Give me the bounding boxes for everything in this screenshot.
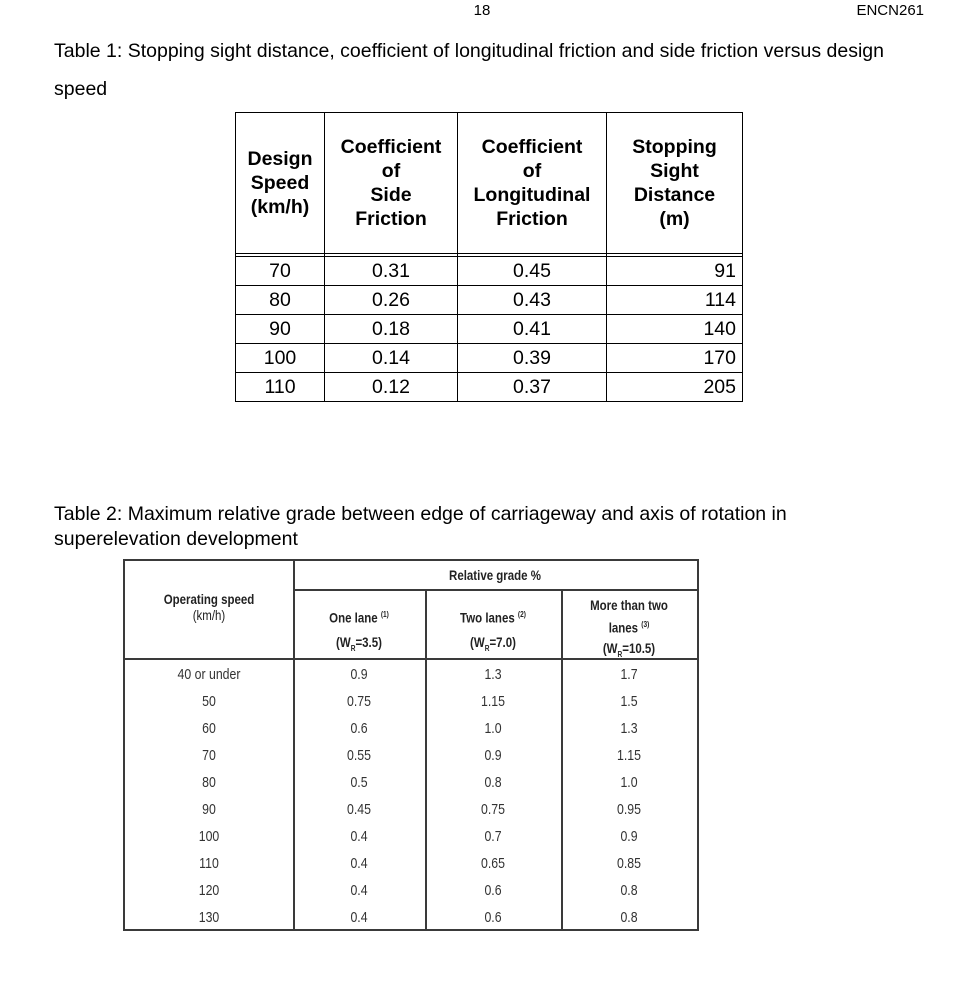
table-cell: 1.15 [617,747,641,764]
table-cell: 80 [202,774,216,791]
table-cell: 0.7 [484,828,502,845]
table-cell: 205 [607,373,743,402]
table-cell: 0.6 [484,882,502,899]
table2-header-more-lanes: More than two lanes $^{(3)}$ $(W_R=10.5)$ [590,597,668,659]
table-cell: 0.4 [350,828,368,845]
table1-header-speed: Design Speed (km/h) [236,113,325,254]
table2-two-lanes-column [437,661,549,931]
table-cell: 90 [236,315,325,344]
table-cell: 60 [202,720,216,737]
table-cell: 0.85 [617,855,641,872]
table2-header-speed: Operating speed (km/h) [163,591,255,623]
table2-more-lanes-column [573,661,685,931]
table-cell: 1.3 [620,720,638,737]
table-cell: 0.14 [325,344,458,373]
table-cell: 100 [236,344,325,373]
table1-header-side-friction: Coefficient of Side Friction [325,113,458,254]
course-code: ENCN261 [856,2,924,19]
table-cell: 70 [236,257,325,286]
table-cell: 0.6 [484,909,502,926]
table-cell: 110 [199,855,219,872]
table-row [236,257,743,286]
table1-caption: Table 1: Stopping sight distance, coefficient of longitudinal friction and side friction versus design speed [54,40,884,100]
table-cell: 114 [607,286,743,315]
table2-header-one-lane: One lane $^{(1)}$ $(W_R=3.5)$ [329,609,389,653]
table-cell: 0.75 [481,801,505,818]
table-cell: 0.95 [617,801,641,818]
table-cell: 80 [236,286,325,315]
table-cell: 40 or under [177,666,241,683]
table-row [236,315,743,344]
table-cell: 0.37 [458,373,607,402]
table-cell: 1.0 [484,720,502,737]
table2-header-two-lanes: Two lanes $^{(2)}$ $(W_R=7.0)$ [460,609,526,653]
table-cell: 0.45 [458,257,607,286]
table-cell: 0.31 [325,257,458,286]
table-cell: 0.41 [458,315,607,344]
table2-caption: Table 2: Maximum relative grade between edge of carriageway and axis of rotation in superelevation development [54,503,787,550]
table-cell: 0.4 [350,882,368,899]
table-cell: 100 [198,828,220,845]
table-cell: 0.9 [620,828,638,845]
table-cell: 0.18 [325,315,458,344]
table-row [236,286,743,315]
table1-header-row [236,113,743,254]
table-cell: 91 [607,257,743,286]
table-cell: 1.7 [620,666,638,683]
table-cell: 0.65 [481,855,505,872]
table-cell: 0.5 [350,774,368,791]
table-cell: 0.12 [325,373,458,402]
page-number: 18 [473,2,491,19]
table-cell: 130 [198,909,220,926]
table1 [235,112,743,402]
table-cell: 0.26 [325,286,458,315]
table2 [123,559,699,931]
table2-group-header: Relative grade % [449,567,541,583]
table-cell: 110 [236,373,325,402]
table-cell: 0.39 [458,344,607,373]
table-cell: 0.55 [347,747,371,764]
table-cell: 0.4 [350,909,368,926]
table-cell: 0.9 [350,666,368,683]
table-cell: 50 [202,693,216,710]
table-cell: 0.43 [458,286,607,315]
table-cell: 0.75 [347,693,371,710]
table-cell: 140 [607,315,743,344]
table-cell: 1.15 [481,693,505,710]
table2-one-lane-column [305,661,413,931]
table2-speeds-column [140,661,278,931]
table-cell: 1.5 [620,693,638,710]
table-cell: 1.3 [484,666,502,683]
table-row [236,373,743,402]
table-cell: 0.8 [620,909,638,926]
table-row [236,344,743,373]
table1-header-stopping-distance: Stopping Sight Distance (m) [607,113,743,254]
table-cell: 0.45 [347,801,371,818]
table-cell: 70 [202,747,216,764]
table-cell: 0.4 [350,855,368,872]
table-cell: 0.8 [620,882,638,899]
table1-header-long-friction: Coefficient of Longitudinal Friction [458,113,607,254]
table-cell: 0.6 [350,720,368,737]
table-cell: 0.8 [484,774,502,791]
table-cell: 1.0 [620,774,638,791]
table-cell: 120 [198,882,220,899]
table-cell: 0.9 [484,747,502,764]
table-cell: 90 [202,801,216,818]
table-cell: 170 [607,344,743,373]
